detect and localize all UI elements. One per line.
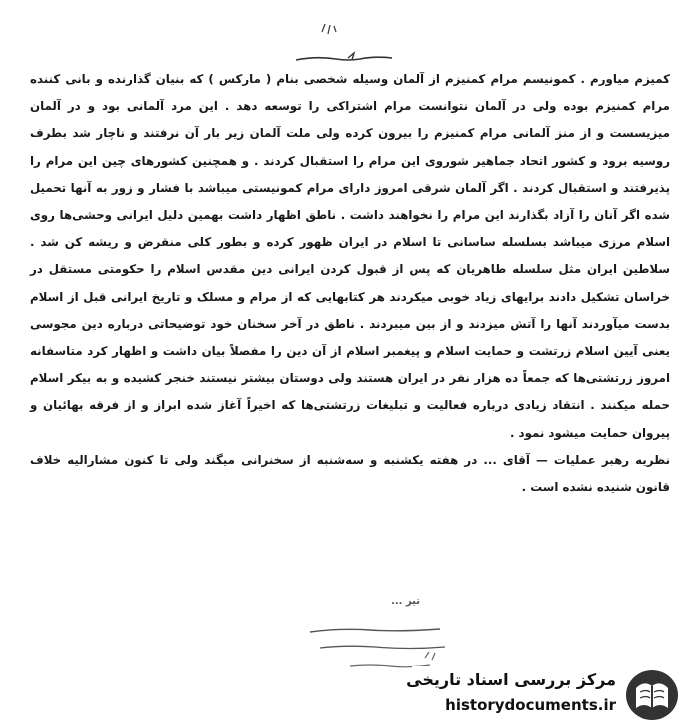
body-paragraph: نظریه رهبر عملیات — آقای ... در هفته یکشنبه و سه‌شنبه از سخنرانی میگند ولی تا کنون مشارالیه خلاف قانون شنیده نشده است . — [30, 452, 670, 495]
signature-label: تیر ... — [391, 596, 420, 607]
handwritten-header — [290, 20, 400, 70]
book-logo-icon — [624, 668, 680, 722]
watermark-title: مرکز بررسی اسناد تاریخی — [406, 670, 616, 689]
body-paragraph: کمیزم میاورم . کمونیسم مرام کمنیزم از آلمان وسیله شخصی بنام ( مارکس ) که بنیان گذارنده و بانی کننده مرام کمنیزم بوده ولی در آلمان نتوانست مرام اشتراکی را توسعه دهد . این مرد آلمانی بود و در آلمان میزیسست و از منز آلمانی مرام کمنیزم را بیرون کرده ولی ملت آلمان زیر بار آن نرفتند و ناچار شد بطرف روسیه برود و کشور اتحاد جماهیر شوروی این مرام را استقبال کردند . و همچنین کشورهای چین این مرام را پذیرفتند و استقبال کردند . اگر آلمان شرقی امروز دارای مرام کمونیستی میباشد با فشار و زور به آنها تحمیل شده اگر آنان را آزاد بگذارند این مرام را نخواهند داشت . ناطق اظهار داشت بهمین دلیل ایرانی وحشی‌ها روی اسلام مرزی میباشد بسلسله ساسانی تا اسلام در ایران ظهور کرده و بطور کلی منقرض و ریشه کن شد . سلاطین ایران مثل سلسله طاهریان که پس از قبول کردن ایرانی دین مقدس اسلام را حکومتی مستقل در خراسان تشکیل دادند برایهای زیاد خوبی میکردند هر کتابهایی که از مرام و مسلک و تاریخ ایرانی قبل از اسلام بدست میآوردند آنها را آتش میزدند و از بین میبردند . ناطق در آخر سخنان خود توضیحاتی درباره دین مجوسی یعنی آیین اسلام زرتشت و حمایت اسلام و پیغمبر اسلام از آن دین را مفصلاً بیان داشت و اظهار کرد متاسفانه امروز زرتشتی‌ها که جمعاً ده هزار نفر در ایران هستند ولی دوستان بیشتر نیستند خنجر کشیده و به بیکر اسلام حمله میکنند . انتقاد زیادی درباره فعالیت و تبلیغات زرتشتی‌ها که اخیراً آغاز شده ابراز و از فرقه بهائیان و پیروان حمایت میشود نمود . — [30, 72, 670, 440]
watermark-url: historydocuments.ir — [445, 696, 616, 714]
archive-watermark — [406, 666, 682, 724]
document-body — [30, 66, 670, 501]
